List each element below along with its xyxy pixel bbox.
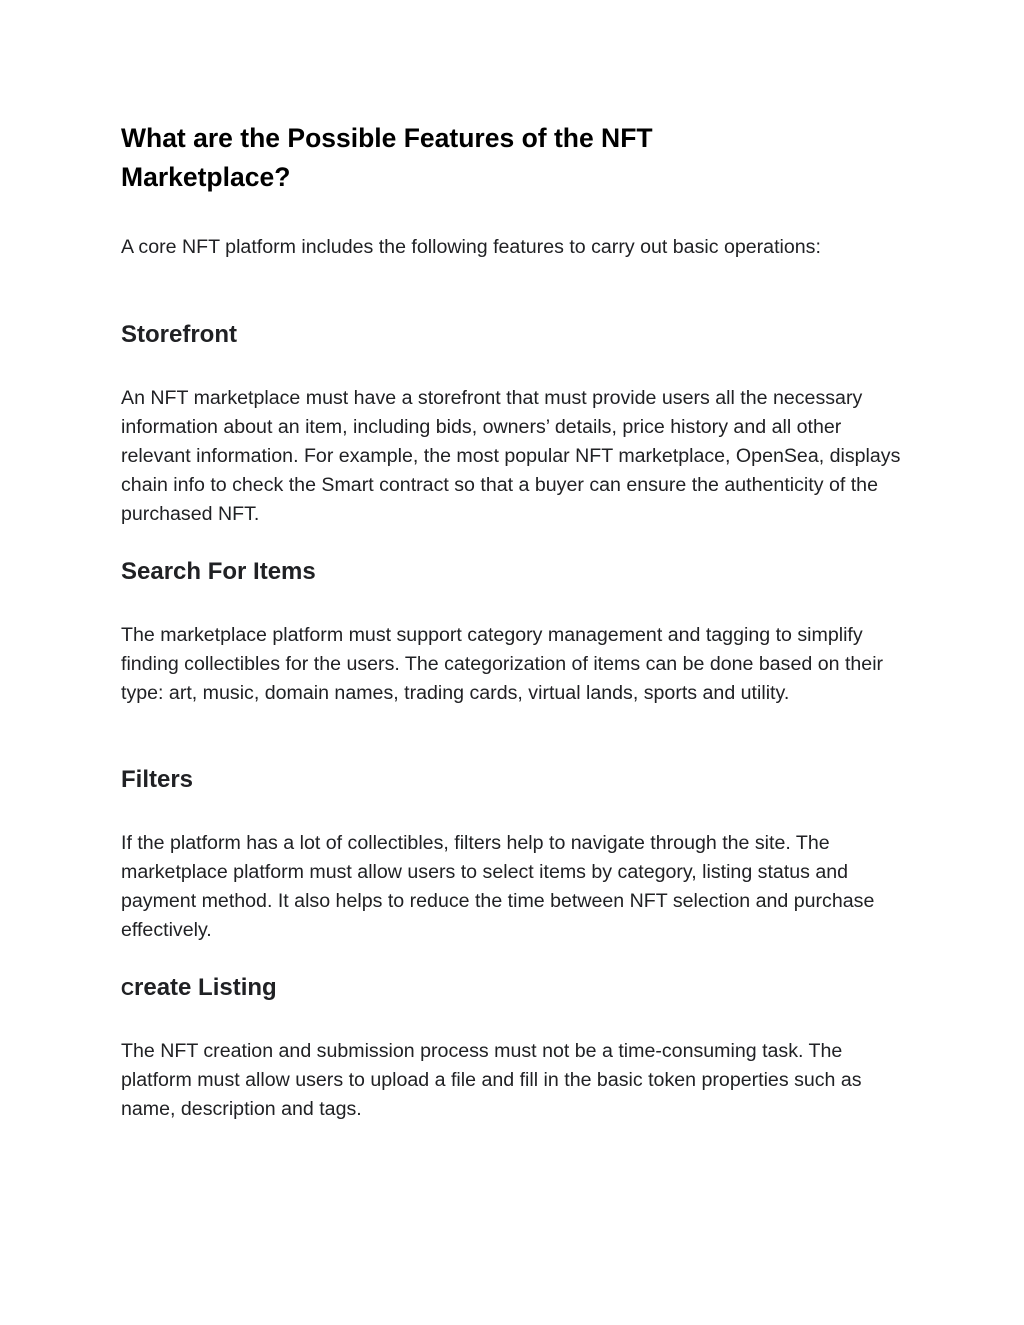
search-for-items-heading: Search For Items xyxy=(121,558,316,585)
create-listing-paragraph: The NFT creation and submission process must not be a time-consuming task. The platform must allow users to upload a file and fill in the basic token properties such as name, description and tags. xyxy=(121,1040,862,1120)
filters-paragraph: If the platform has a lot of collectibles, filters help to navigate through the site. The marketplace platform must allow users to select items by category, listing status and payment method. It also helps to reduce the time between NFT selection and purchase effectively. xyxy=(121,832,875,941)
create-listing-heading-initial: C xyxy=(121,979,134,999)
page-title: What are the Possible Features of the NFT Marketplace? xyxy=(121,123,653,192)
filters-heading: Filters xyxy=(121,766,194,793)
intro-paragraph: A core NFT platform includes the following features to carry out basic operations: xyxy=(121,236,821,258)
create-listing-heading xyxy=(121,973,277,1004)
storefront-paragraph: An NFT marketplace must have a storefront that must provide users all the necessary information about an item, including bids, owners’ details, price history and all other relevant information. For example, the most popular NFT marketplace, OpenSea, displays chain info to check the Smart contract so that a buyer can ensure the authenticity of the purchased NFT. xyxy=(121,387,901,525)
search-for-items-paragraph: The marketplace platform must support category management and tagging to simplify finding collectibles for the users. The categorization of items can be done based on their type: art, music, domain names, trading cards, virtual lands, sports and utility. xyxy=(121,624,884,704)
create-listing-heading-rest: reate Listing xyxy=(134,974,277,1001)
storefront-heading: Storefront xyxy=(121,321,237,348)
